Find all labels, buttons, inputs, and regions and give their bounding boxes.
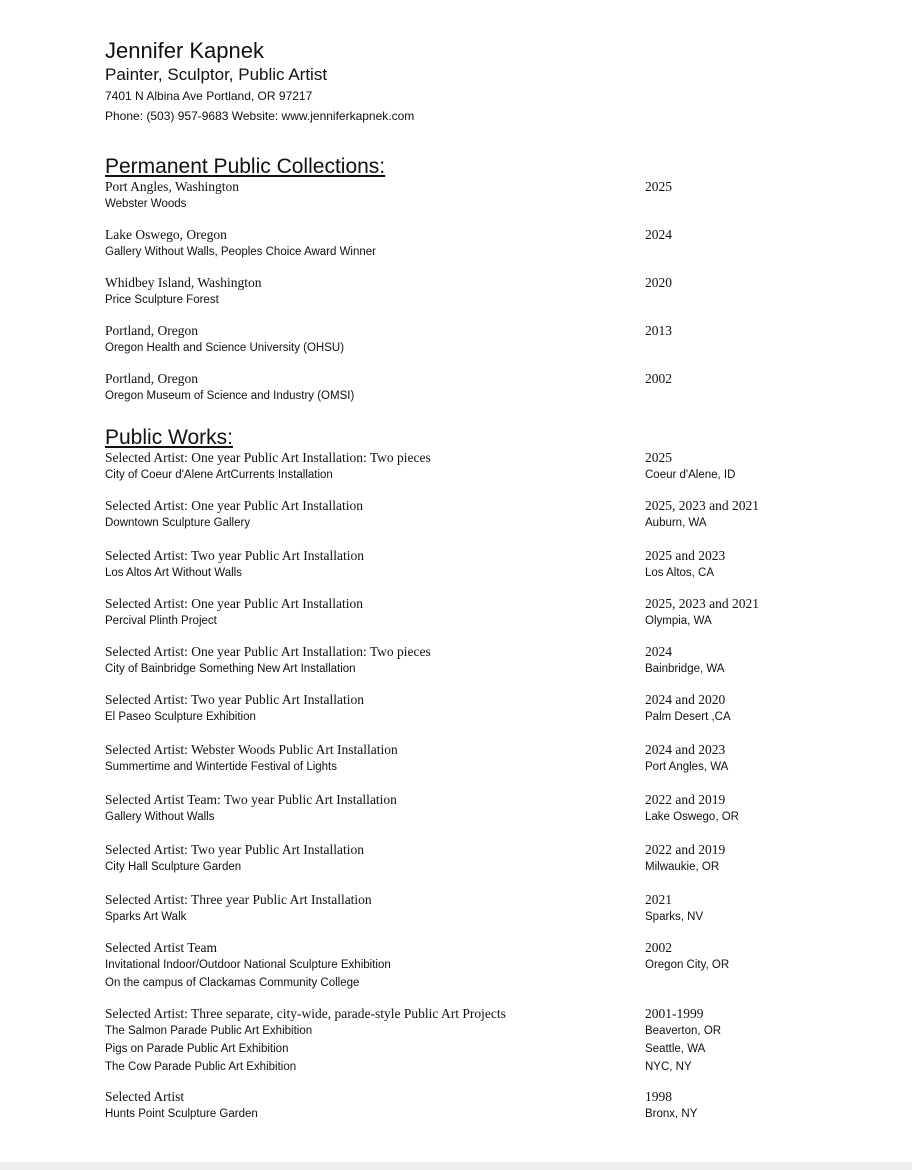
work-location: Palm Desert ,CA xyxy=(645,711,731,723)
work-left xyxy=(105,497,645,532)
work-year: 2025 xyxy=(645,450,672,465)
collection-entry xyxy=(105,322,885,357)
collection-entry xyxy=(105,370,885,405)
work-title: Selected Artist: Two year Public Art Installation xyxy=(105,692,365,707)
work-detail: Invitational Indoor/Outdoor National Sculpture Exhibition xyxy=(105,959,391,971)
work-location: NYC, NY xyxy=(645,1061,692,1073)
collection-year: 2025 xyxy=(645,179,672,194)
work-right xyxy=(645,841,885,876)
work-entry xyxy=(105,595,885,630)
work-detail: Los Altos Art Without Walls xyxy=(105,567,242,579)
work-left xyxy=(105,891,645,926)
work-entry xyxy=(105,791,885,826)
work-location: Beaverton, OR xyxy=(645,1025,722,1037)
work-year: 2024 and 2023 xyxy=(645,742,726,757)
work-location: Bainbridge, WA xyxy=(645,663,725,675)
work-location: Los Altos, CA xyxy=(645,567,715,579)
collection-year: 2002 xyxy=(645,371,672,386)
work-detail: The Salmon Parade Public Art Exhibition xyxy=(105,1025,313,1037)
work-entry xyxy=(105,1088,885,1123)
collection-detail: Oregon Museum of Science and Industry (OMSI) xyxy=(105,390,355,402)
work-entry xyxy=(105,741,885,776)
collection-detail: Gallery Without Walls, Peoples Choice Award Winner xyxy=(105,246,376,258)
work-year: 2002 xyxy=(645,940,672,955)
work-right xyxy=(645,1005,885,1076)
work-left xyxy=(105,841,645,876)
work-entry xyxy=(105,691,885,726)
work-right xyxy=(645,595,885,630)
work-title: Selected Artist: Two year Public Art Installation xyxy=(105,842,365,857)
work-left xyxy=(105,1088,645,1123)
work-left xyxy=(105,643,645,678)
work-entry xyxy=(105,643,885,678)
page-bottom-edge xyxy=(0,1162,912,1170)
work-title: Selected Artist Team xyxy=(105,940,218,955)
work-location: Oregon City, OR xyxy=(645,959,730,971)
collections-heading: Permanent Public Collections: xyxy=(105,155,386,178)
work-entry xyxy=(105,1005,885,1076)
work-right xyxy=(645,643,885,678)
work-year: 2025 and 2023 xyxy=(645,548,726,563)
work-right xyxy=(645,449,885,484)
work-title: Selected Artist: Three year Public Art Installation xyxy=(105,892,372,907)
work-entry xyxy=(105,939,885,992)
collection-detail: Oregon Health and Science University (OHSU) xyxy=(105,342,345,354)
collection-place: Whidbey Island, Washington xyxy=(105,275,262,290)
work-year: 2024 and 2020 xyxy=(645,692,726,707)
work-title: Selected Artist xyxy=(105,1089,185,1104)
collection-place: Portland, Oregon xyxy=(105,323,198,338)
collection-place: Port Angles, Washington xyxy=(105,179,240,194)
work-left xyxy=(105,1005,645,1076)
work-left xyxy=(105,741,645,776)
works-list xyxy=(105,449,885,1123)
work-year: 2022 and 2019 xyxy=(645,842,726,857)
artist-title: Painter, Sculptor, Public Artist xyxy=(105,65,328,84)
work-entry xyxy=(105,547,885,582)
collection-detail: Price Sculpture Forest xyxy=(105,294,219,306)
collection-left xyxy=(105,274,645,309)
work-title: Selected Artist: One year Public Art Installation: Two pieces xyxy=(105,644,431,659)
work-location: Seattle, WA xyxy=(645,1043,706,1055)
collection-right xyxy=(645,178,885,213)
work-left xyxy=(105,547,645,582)
work-title: Selected Artist: One year Public Art Installation: Two pieces xyxy=(105,450,431,465)
collection-right xyxy=(645,370,885,405)
work-left xyxy=(105,691,645,726)
artist-name: Jennifer Kapnek xyxy=(105,38,264,63)
work-left xyxy=(105,449,645,484)
work-year: 2022 and 2019 xyxy=(645,792,726,807)
work-entry xyxy=(105,841,885,876)
work-location: Coeur d'Alene, ID xyxy=(645,469,736,481)
work-title: Selected Artist: One year Public Art Installation xyxy=(105,596,363,611)
collection-right xyxy=(645,226,885,261)
work-detail: Summertime and Wintertide Festival of Lights xyxy=(105,761,338,773)
work-detail: City Hall Sculpture Garden xyxy=(105,861,242,873)
work-title: Selected Artist Team: Two year Public Art Installation xyxy=(105,792,397,807)
work-right xyxy=(645,1088,885,1123)
work-year: 2001-1999 xyxy=(645,1006,704,1021)
work-right xyxy=(645,939,885,992)
work-detail: Downtown Sculpture Gallery xyxy=(105,517,251,529)
collection-year: 2024 xyxy=(645,227,672,242)
work-entry xyxy=(105,891,885,926)
work-year: 2025, 2023 and 2021 xyxy=(645,596,759,611)
work-detail: City of Coeur d'Alene ArtCurrents Installation xyxy=(105,469,333,481)
work-detail: Sparks Art Walk xyxy=(105,911,187,923)
work-detail: El Paseo Sculpture Exhibition xyxy=(105,711,256,723)
collection-right xyxy=(645,274,885,309)
work-location: Lake Oswego, OR xyxy=(645,811,739,823)
work-title: Selected Artist: One year Public Art Installation xyxy=(105,498,363,513)
collection-right xyxy=(645,322,885,357)
work-detail: Pigs on Parade Public Art Exhibition xyxy=(105,1043,289,1055)
work-location: Olympia, WA xyxy=(645,615,712,627)
work-right xyxy=(645,691,885,726)
work-detail: On the campus of Clackamas Community College xyxy=(105,977,360,989)
work-location: Bronx, NY xyxy=(645,1108,698,1120)
collection-entry xyxy=(105,274,885,309)
work-entry xyxy=(105,449,885,484)
work-location: Auburn, WA xyxy=(645,517,707,529)
artist-contact: Phone: (503) 957-9683 Website: www.jenniferkapnek.com xyxy=(105,109,415,123)
collections-list xyxy=(105,178,885,405)
work-year: 1998 xyxy=(645,1089,672,1104)
work-location: Sparks, NV xyxy=(645,911,704,923)
work-year: 2021 xyxy=(645,892,672,907)
work-detail: Hunts Point Sculpture Garden xyxy=(105,1108,258,1120)
collection-detail: Webster Woods xyxy=(105,198,187,210)
collection-year: 2013 xyxy=(645,323,672,338)
work-detail: Gallery Without Walls xyxy=(105,811,215,823)
work-year: 2025, 2023 and 2021 xyxy=(645,498,759,513)
collection-year: 2020 xyxy=(645,275,672,290)
collection-left xyxy=(105,178,645,213)
resume-page xyxy=(105,38,885,1123)
collection-left xyxy=(105,226,645,261)
work-right xyxy=(645,497,885,532)
work-location: Milwaukie, OR xyxy=(645,861,720,873)
collection-left xyxy=(105,370,645,405)
work-left xyxy=(105,791,645,826)
collection-entry xyxy=(105,226,885,261)
work-title: Selected Artist: Two year Public Art Installation xyxy=(105,548,365,563)
work-location: Port Angles, WA xyxy=(645,761,729,773)
work-location xyxy=(645,974,885,992)
work-title: Selected Artist: Three separate, city-wide, parade-style Public Art Projects xyxy=(105,1006,506,1021)
works-heading: Public Works: xyxy=(105,426,233,449)
work-detail: Percival Plinth Project xyxy=(105,615,217,627)
work-left xyxy=(105,595,645,630)
collection-place: Portland, Oregon xyxy=(105,371,198,386)
work-detail: The Cow Parade Public Art Exhibition xyxy=(105,1061,297,1073)
collection-left xyxy=(105,322,645,357)
artist-address: 7401 N Albina Ave Portland, OR 97217 xyxy=(105,89,313,103)
work-right xyxy=(645,547,885,582)
work-left xyxy=(105,939,645,992)
work-entry xyxy=(105,497,885,532)
work-right xyxy=(645,791,885,826)
work-right xyxy=(645,891,885,926)
work-right xyxy=(645,741,885,776)
collection-entry xyxy=(105,178,885,213)
work-year: 2024 xyxy=(645,644,672,659)
work-detail: City of Bainbridge Something New Art Installation xyxy=(105,663,356,675)
collection-place: Lake Oswego, Oregon xyxy=(105,227,227,242)
work-title: Selected Artist: Webster Woods Public Art Installation xyxy=(105,742,398,757)
